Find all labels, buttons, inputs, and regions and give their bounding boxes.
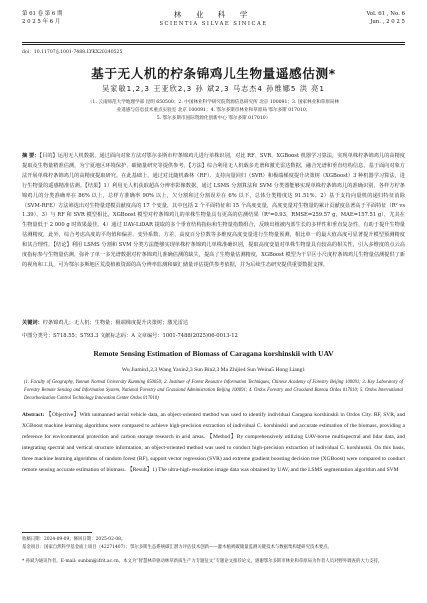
keywords-label-cn: 关键词：: [22, 320, 43, 326]
classification-line: [22, 332, 405, 339]
date-en: Jun. , 2 0 2 5: [370, 19, 405, 25]
header-center: [22, 10, 405, 28]
abstract-label-en: Abstract:: [22, 412, 45, 418]
affiliation-line: （1. 云南师范大学地理学部 昆明 650500；2. 中国林业科学研究院资源信息研究所 北京 100091；3. 国家林业和草原局林: [87, 100, 340, 105]
footnotes: [22, 536, 405, 567]
abstract-cn: [22, 152, 405, 271]
header-right: [366, 10, 405, 26]
footnote-correspondence: * 孙斌为通讯作者。E-mail: sunbin@ifrit.ac.cn。本文为“智慧林草驱动林草新质生产力专题征文”专题论文推荐论文。感谢鄂尔多斯市林业和草原局为作者人员对野外调查的大力支持。: [22, 559, 383, 565]
journal-name-cn: 林 业 科 学: [173, 10, 254, 19]
authors-en: Wu Jiamin1,2,3 Wang Yaxin2,3 Sun Bin2,3 Ma Zhijie4 Sun Weina5 Hong Liang1: [121, 367, 306, 373]
abstract-text-cn: 【目的】运用无人机数据，通过面向对象方法对鄂尔多斯市柠条锦鸡儿进行单株识别，对比 RF、SVR、XGBoost 机器学习算法，实现单株柠条锦鸡儿的高精度提取及生物量精准估测，为宁夏地区环境保护、碳储量研究等提供参考。【方法】综合利用无人机载多光谱和激光雷达数据，融合光谱和垂直结构信息，基于面向对象方法开展单株柠条锦鸡儿的高精度提取研究。在此基础上，通过对比随机森林（RF）、支持向量回归（SVR）和极端梯度提升决策树（XGBoost）3 种机器学习算法，进行生物量的遥感精准估测。【结果】1）利用无人机获取超高分辨率影像数据，通过 LSMS 分割算法和 SVM 分类器能够实现单株柠条锦鸡儿的准确识别，各样方柠条锦鸡儿的分类准确率在 86% 以上，总样方准确率 90% 以上，欠分割和过分割误差在 6% 以下，总体分类精度达 91.51%。2）基于支持向量机的递归特征消除（SVM-RFE）方法筛选出对生物量建模贡献度高的 17 个变量，其中包括 2 个平面特征和 15 个高度变量，高度变量对生物量的累计贡献度显著高于平面特征（R² vs 1.39）。3）与 RF 和 SVR 模型相比，XGBoost 模型对柠条锦鸡儿的单株生物量具有更高的估测结果（R²=0.93，RMSE=259.57 g，MAE=157.51 g），尤其在生物量低于 2 000 g 时效果最佳。4）通过 UAV-LiDAR 提取的多个垂直结构指标和生物量指数组合，反映出植被内部生长的多样性和垂直复杂性，有助于提升生物量估测精度，此外，综合考虑高度的平均值和偏差、变异系数、方差、高度百分位数等多维度高度变量进行生物量预测，相比单一的最大值高度可显著提升模型预测精度和其合理性。【结论】利用 LSMS 分割和 SVM 分类方法能够实现单株柠条锦鸡儿单株准确识别，提取高度变量对单株生物量具有较高的相关性，引入多维度的点云高度指标参与生物量估测，弥补了单一多光谱数据对柠条锦鸡儿准确估测的缺失，提高了生物量估测精度，XGBoost 模型为干旱区小尺度柠条锦鸡儿生物量估测提供了新的视角和工具，可为鄂尔多斯地区荒漠植被资源的高分辨率监测和碳汇储量评估提供参考依据，并为后续生态研究提供重要数据支撑。: [22, 153, 405, 268]
header-rule-thin: [22, 44, 405, 45]
volume-cn: 第 61 卷 第 6 期: [22, 11, 63, 17]
article-title-en: Remote Sensing Estimation of Biomass of Caragana korshinskii with UAV: [93, 349, 334, 358]
footnote-rule: [22, 532, 92, 533]
affiliation-line: 业遥感与信息技术重点实验室 北京 100091；4. 鄂尔多斯市林业和草原局 鄂尔多斯 017010；: [116, 108, 311, 113]
header-rule-thick: [22, 42, 405, 43]
doi-link[interactable]: doi：10.11707/j.1001-7488.LYKX20240525: [22, 50, 123, 55]
abstract-text-en: 【Objective】With unmanned aerial vehicle data, an object-oriented method was used to identify individual Caragana korshinskii in Ordos City. RF, SVR, and XGBoost machine learning algorithms were compared to achieve high-precision extraction of individual C. korshinskii and accurate estimation of the biomass, providing a reference for environmental protection and carbon storage research in arid areas. 【Method】By comprehensively utilizing UAV-borne multispectral and lidar data, and integrating spectral and vertical structure information, an object-oriented method was used to conduct high-precision extraction of individual C. korshinskii. On this basis, three machine learning algorithms of random forest (RF), support vector regression (SVR) and extreme gradient boosting decision tree (XGBoost) were compared to conduct remote sensing accurate estimation of biomass. 【Result】1) The ultra-high-resolution image data was obtained by UAV, and the LSMS segmentation algorithm and SVM: [22, 412, 406, 474]
affiliations-en: (1. Faculty of Geography, Yunnan Normal University Kunming 650050; 2. Institute of Forest Resource Information Techniques, Chinese Academy of Forestry Beijing 100091; 3. Key Laboratory of Forestry Remote Sensing and Information System, National Forestry and Grassland Administration Beijing 100091; 4. Ordos Forestry and Grassland Bureau Ordos 017010; 5. Ordos International Decarbonization Control Technology Innovation Center Ordos 017010): [24, 380, 403, 401]
affiliation-line: 5. 鄂尔多斯市国际资源化创新中心 鄂尔多斯 017010）: [156, 116, 271, 121]
abstract-en: [22, 410, 405, 477]
affiliations-cn: [40, 99, 387, 123]
volume-en: Vol. 61 , No. 6: [366, 11, 405, 17]
footnote-funding: 基金项目：国家自然科学基金面上项目（42271407）；鄂尔多斯生态系统碳汇潜力评估技术创新——灌木植被碳储量监测关键技术与数据集构建研究技术要点。: [22, 545, 332, 551]
keywords-text-cn: 柠条锦鸡儿；无人机；生物量；极端梯度提升决策树；激光雷达: [42, 320, 189, 326]
footnote-received: 收稿日期：2024-09-09；修回日期：2025-02-08。: [22, 537, 126, 542]
date-cn: 2 0 2 5 年 6 月: [22, 19, 61, 25]
abstract-label-cn: 摘 要：: [22, 153, 40, 159]
keywords-cn: [22, 319, 405, 326]
authors-cn: 吴家敏1,2,3 王亚欣2,3 孙 斌2,3 马志杰4 孙维娜5 洪 亮1: [102, 84, 325, 93]
article-title-cn: 基于无人机的柠条锦鸡儿生物量遥感估测*: [91, 66, 336, 81]
running-header: [22, 10, 405, 42]
journal-name-en: SCIENTIA SILVAE SINICAE: [159, 21, 268, 27]
classification-text: 中图分类号：S718.55；S793.3 文献标志码：A 文章编号：1001-7488(2025)06-0013-12: [22, 333, 238, 339]
